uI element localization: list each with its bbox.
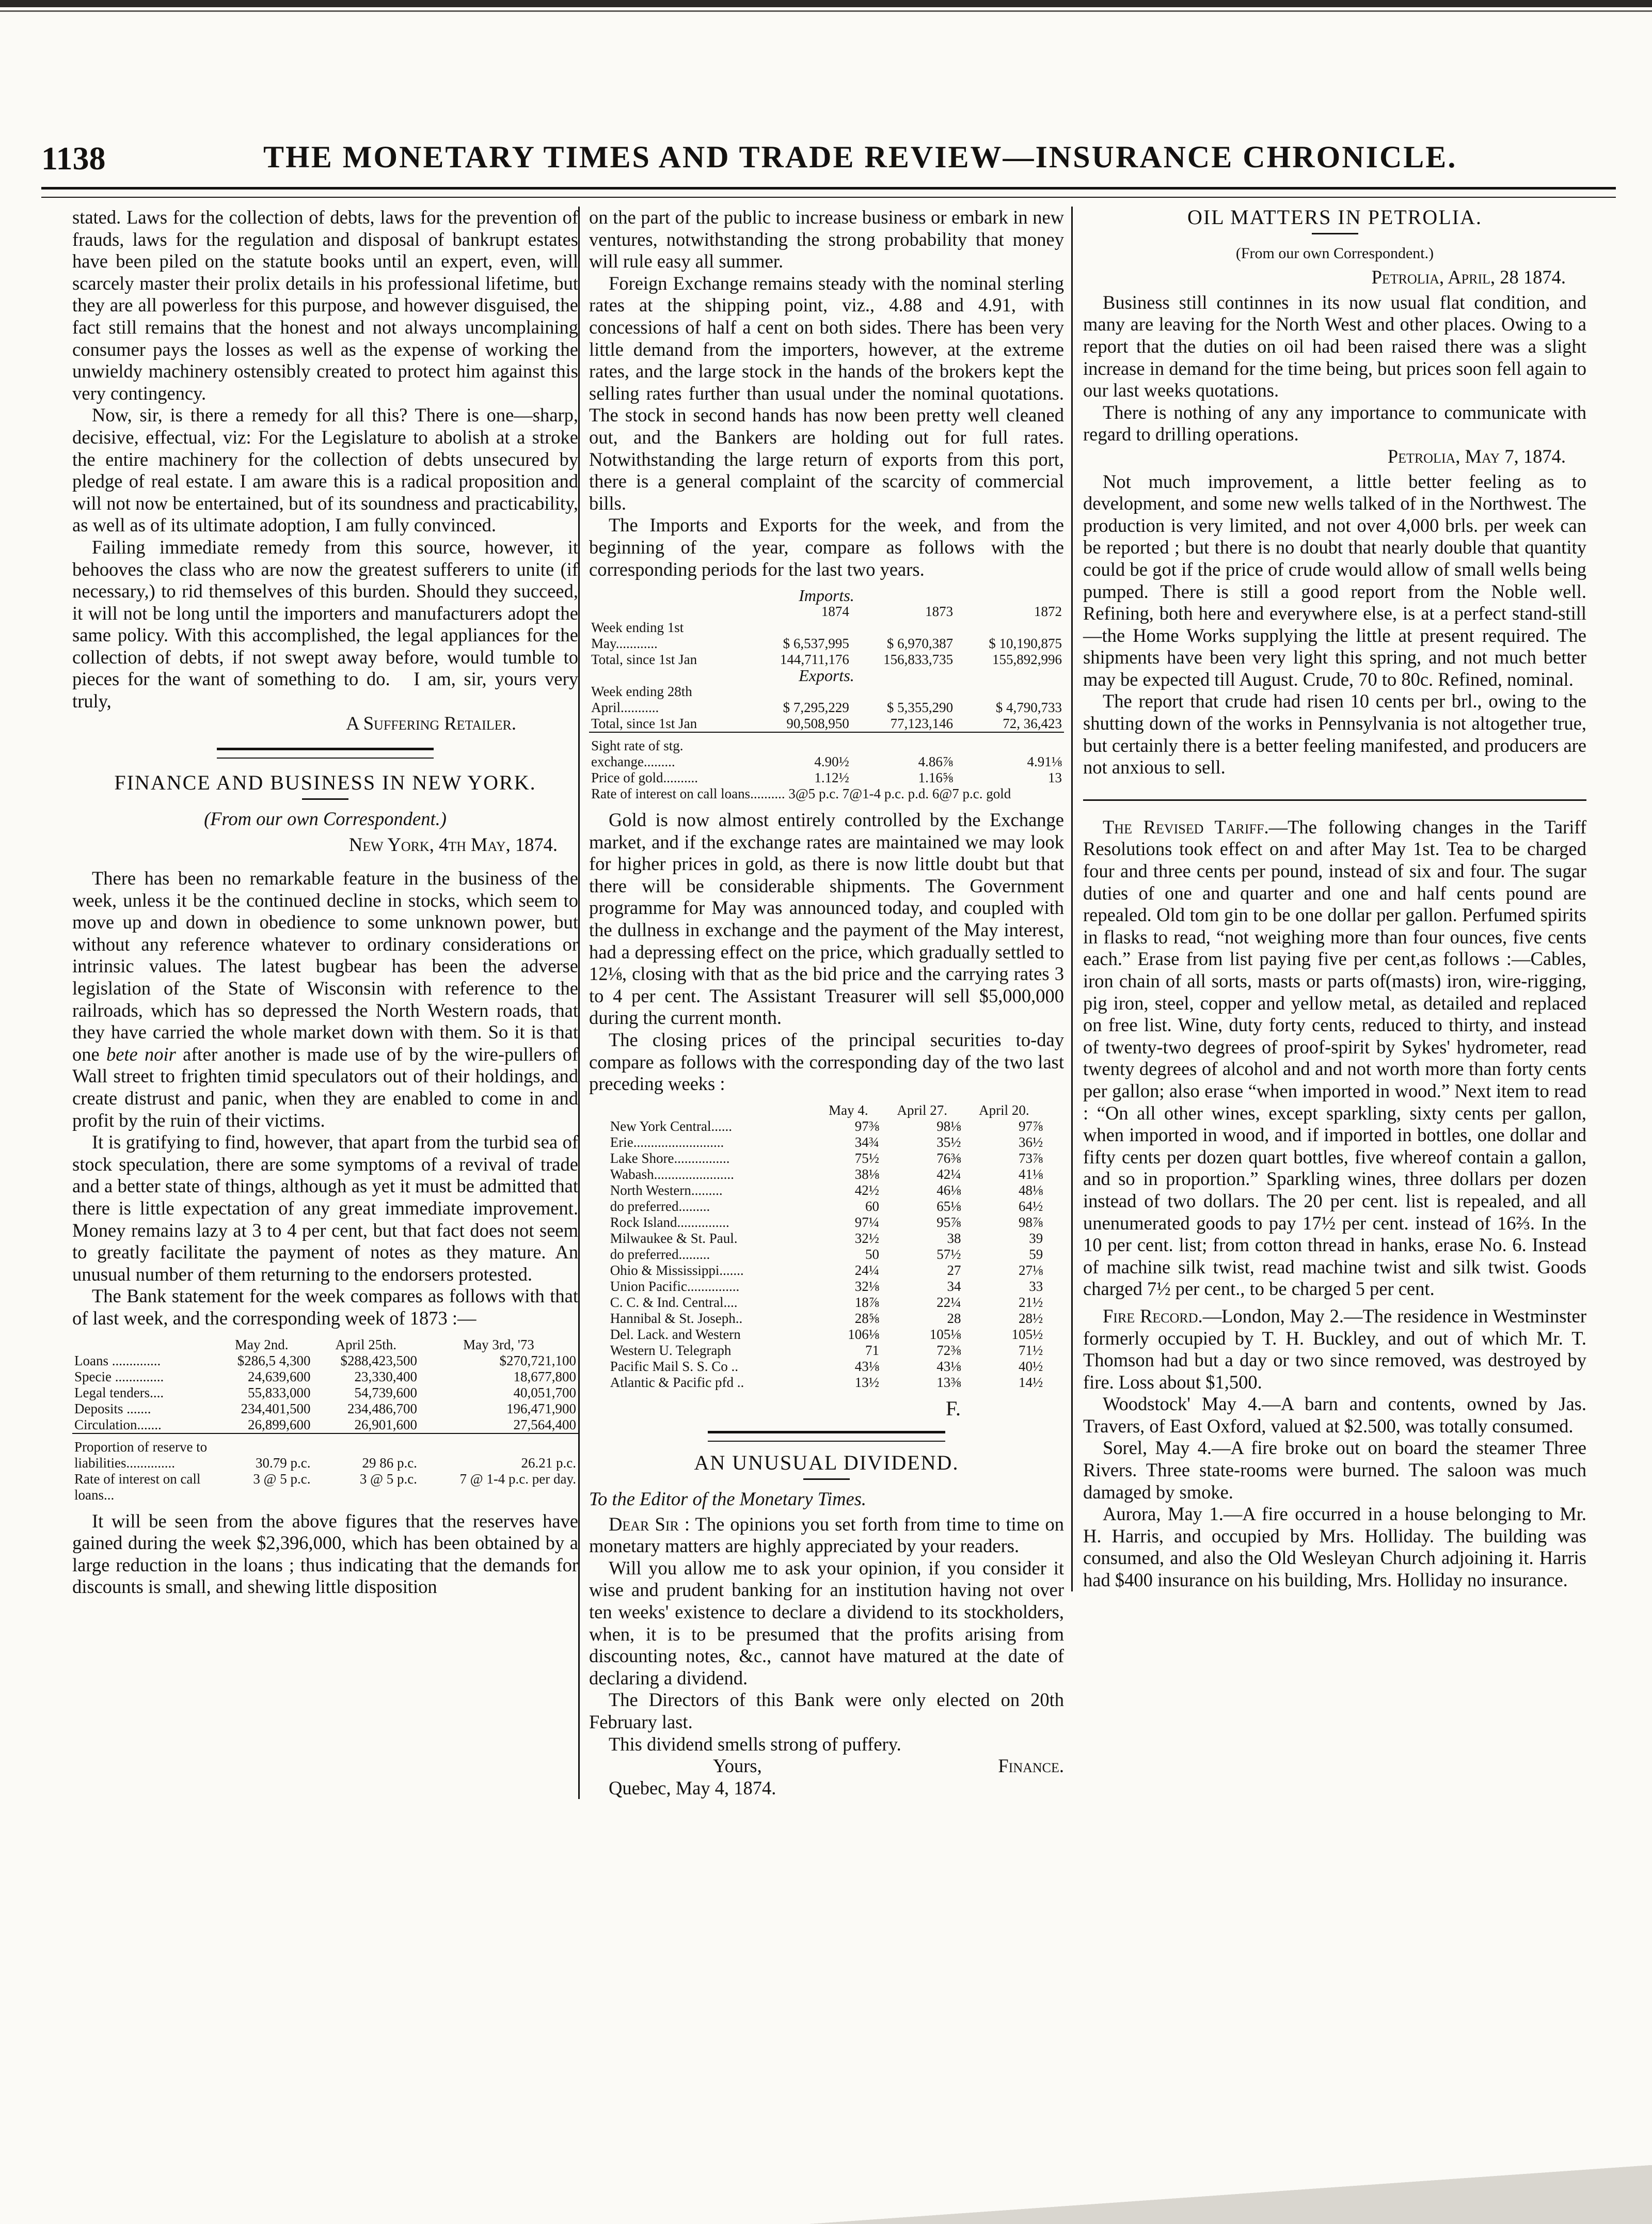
article-title: AN UNUSUAL DIVIDEND.	[694, 1451, 959, 1475]
column-3	[1071, 207, 1586, 1591]
paragraph: on the part of the public to increase business or embark in new ventures, notwithstanding the strong probability that money will rule easy all summer.	[589, 207, 1064, 272]
correspondent-line: (From our own Correspondent.)	[1235, 244, 1434, 262]
bank-statement-table: May 2nd. April 25th. May 3rd, '73 Loans .............. $286,5 4,300 $288,423,500 $270,721,100 Specie .............. 24,639,600 23,330,400 18,677,800 Legal tenders.... 55,833,000 54,739,600 40,051,700 Deposits ....... 234,401,500 234,486,700 196,471,900 Circulation....... 26,899,600 26,901,600 27,564,400 Proportion of reserve to liabilities.............. 30.79 p.c. 29 86 p.c. 26.21 p.c. Rate of interest on call loans... 3 @ 5 p.c. 3 @ 5 p.c. 7 @ 1-4 p.c. per day.	[72, 1337, 578, 1503]
table-row: Atlantic & Pacific pfd .. 13½ 13⅜ 14½	[610, 1374, 1043, 1390]
paragraph: Not much improvement, a little better feeling as to development, and some new wells talked of in the Northwest. The production is very limited, and not over 4,000 brls. per week can be reported ; but there is no doubt that nearly double that quantity could be got if the price of crude would allow of small wells being pumped. There is still a good report from the Noble well. Refining, both here and everywhere else, is at a perfect stand-still—the Home Works supplying the little at present required. The shipments have been very light this spring, and not much better may be expected till August. Crude, 70 to 80c. Refined, nominal.	[1083, 470, 1586, 690]
table-row: Total, since 1st Jan 144,711,176 156,833,735 155,892,996	[591, 652, 1062, 668]
signature-line: Yours, Finance.	[713, 1755, 1064, 1777]
paragraph: Gold is now almost entirely controlled by the Exchange market, and if the exchange rates are maintained we may look for higher prices in gold, as there is now little doubt but that there will be considerable shipments. The Government programme for May was announced today, and coupled with the dullness in exchange and the payment of the May interest, had a depressing effect on the price, which gradually settled to 12⅛, closing with that as the bid price and the carrying rates 3 to 4 per cent. The Assistant Treasurer will sell $5,000,000 during the current month.	[589, 809, 1064, 1029]
exports-caption: Exports.	[799, 666, 854, 685]
page-edge-shadow	[0, 2143, 1652, 2224]
paragraph: The Directors of this Bank were only elected on 20th February last.	[589, 1689, 1064, 1732]
table-row: Total, since 1st Jan 90,508,950 77,123,146 72, 36,423	[591, 716, 1062, 732]
paragraph: The closing prices of the principal securities to-day compare as follows with the corresponding day of the two last preceding weeks :	[589, 1029, 1064, 1095]
imports-caption: Imports.	[799, 586, 854, 605]
table-row: New York Central...... 97⅜ 98⅛ 97⅞	[610, 1118, 1043, 1134]
table-row: Western U. Telegraph 71 72⅜ 71½	[610, 1342, 1043, 1358]
table-row: Specie .............. 24,639,600 23,330,400 18,677,800	[74, 1368, 576, 1384]
table-row: Union Pacific............... 32⅛ 34 33	[610, 1278, 1043, 1294]
stock-prices-table: May 4. April 27. April 20. New York Central...... 97⅜ 98⅛ 97⅞ Erie.......................... 34¾ 35½ 36½ Lake Shore................ 75½ 76⅜ 73⅞ Wabash....................... 38⅛ 42¼ 41⅛ North Western......... 42½ 46⅛ 48⅛ do preferred......... 60 65⅛ 64½ Rock Island............... 97¼ 95⅞ 98⅞ Milwaukee & St. Paul. 32½ 38 39 do preferred......... 50 57½ 59 Ohio & Mississippi....... 24¼ 27 27⅛ Union Pacific............... 32⅛ 34 33 C. C. & Ind. Central.... 18⅞ 22¼ 21½ Hannibal & St. Joseph.. 28⅝ 28 28½ Del. Lack. and Western 106⅛ 105⅛ 105½ Western U. Telegraph 71 72⅜ 71½ Pacific Mail S. S. Co .. 43⅛ 43⅛ 40½ Atlantic & Pacific pfd .. 13½ 13⅜ 14½	[608, 1102, 1045, 1391]
paragraph: The Revised Tariff.—The following changes in the Tariff Resolutions took effect on and after May 1st. Tea to be charged four and three cents per pound, instead of six and four. The sugar duties of one and quarter and one and half cents pound are repealed. Old tom gin to be one dollar per gallon. Perfumed spirits in flasks to read, “not weighing more than four ounces, five cents each.” Erase from list paying five per cent,as follows :—Cables, iron chain of all sorts, masts or parts of(masts) iron, wire-rigging, pig iron, steel, copper and yellow metal, as detailed and replaced on free list. Wine, duty forty cents, reduced to thirty, and instead of twenty-two degrees of proof-spirit by Sykes' hydrometer, read twenty degrees of alcohol and and not worth more than forty cents per gallon; also erase “when imported in wood.” Next item to read : “On all other wines, except sparkling, sixty cents per gallon, when imported in wood, and if imported in bottles, one dollar and fifty cents per dozen quart bottles, five whereof contain a gallon, and so in proportion.” Sparkling wines, three dollars per dozen instead of two dollars. The 20 per cent. list is repealed, and all unenumerated goods to pay 17½ per cent. instead of 16⅔. In the 10 per cent. list; from cotton thread in hanks, erase No. 6. Instead of machine silk twist, read machine twist and silk twist. Goods charged 7½ per cent., to be charged 5 per cent.	[1083, 816, 1586, 1300]
paragraph: Woodstock' May 4.—A barn and contents, owned by Jas. Travers, of East Oxford, valued at $2.500, was totally consumed.	[1083, 1393, 1586, 1437]
article-title: OIL MATTERS IN PETROLIA.	[1187, 206, 1482, 229]
paragraph: stated. Laws for the collection of debts, laws for the prevention of frauds, laws for the regulation and disposal of bankrupt estates have been piled on the statute books until an expert, even, will scarcely master their prolix details in his professional lifetime, but they are all powerless for this purpose, and however disguised, the fact still remains that the honest and not always uncomplaining consumer pays the losses as well as the expense of working the unwieldy machinery ostensibly created to protect him against this very contingency.	[72, 207, 578, 404]
paragraph: Failing immediate remedy from this source, however, it behooves the class who are now the greatest sufferers to unite (if necessary,) to rid themselves of this burden. Should they succeed, it will not be long until the importers and manufacturers adopt the same policy. With this accomplished, the legal appliances for the collection of debts, if not swept away before, would tumble to pieces for the want of something to do. I am, sir, yours very truly,	[72, 536, 579, 712]
column-2	[578, 207, 1064, 1799]
masthead-title: THE MONETARY TIMES AND TRADE REVIEW—INSURANCE CHRONICLE.	[263, 140, 1457, 174]
table-row: Rock Island............... 97¼ 95⅞ 98⅞	[610, 1214, 1043, 1230]
header-rule	[41, 187, 1616, 198]
title-rule	[302, 798, 348, 800]
page-number: 1138	[41, 140, 106, 177]
title-rule	[803, 1478, 850, 1480]
paragraph: This dividend smells strong of puffery.	[609, 1733, 901, 1755]
table-row: Proportion of reserve to liabilities.............. 30.79 p.c. 29 86 p.c. 26.21 p.c.	[74, 1439, 576, 1471]
salutation: To the Editor of the Monetary Times.	[589, 1488, 867, 1509]
paragraph: Now, sir, is there a remedy for all this? There is one—sharp, decisive, effectual, viz: For the Legislature to abolish at a stroke the entire machinery for the collection of debts unsecured by pledge of real estate. I am aware this is a radical proposition and will not now be entertained, but of its soundness and practicability, as well as of its ultimate adoption, I am fully convinced.	[72, 404, 578, 536]
section-divider	[1083, 799, 1586, 801]
paragraph: Sorel, May 4.—A fire broke out on board the steamer Three Rivers. Three state-rooms were burned. The saloon was much damaged by smoke.	[1083, 1437, 1586, 1503]
table-row: Ohio & Mississippi....... 24¼ 27 27⅛	[610, 1262, 1043, 1278]
table-row: Rate of interest on call loans.......... 3@5 p.c. 7@1-4 p.c. p.d. 6@7 p.c. gold	[591, 786, 1011, 802]
paragraph: Dear Sir : The opinions you set forth from time to time on monetary matters are highly appreciated by your readers.	[589, 1513, 1064, 1557]
paragraph: The Bank statement for the week compares as follows with that of last week, and the corresponding week of 1873 :—	[72, 1285, 578, 1329]
table-row: North Western......... 42½ 46⅛ 48⅛	[610, 1182, 1043, 1198]
table-row: Week ending 28th April........... $ 7,295,229 $ 5,355,290 $ 4,790,733	[591, 684, 1062, 716]
table-row: Pacific Mail S. S. Co .. 43⅛ 43⅛ 40½	[610, 1358, 1043, 1374]
column-1	[72, 207, 578, 1598]
table-row: Sight rate of stg. exchange......... 4.90½ 4.86⅞ 4.91⅛	[591, 738, 1062, 770]
table-row: C. C. & Ind. Central.... 18⅞ 22¼ 21½	[610, 1294, 1043, 1310]
table-row: Milwaukee & St. Paul. 32½ 38 39	[610, 1230, 1043, 1246]
paragraph: The Imports and Exports for the week, and from the beginning of the year, compare as follows with the corresponding periods for the last two years.	[589, 514, 1064, 580]
dateline: Petrolia, April, 28 1874.	[1371, 266, 1566, 288]
top-border	[0, 0, 1652, 13]
correspondent-line: (From our own Correspondent.)	[204, 808, 447, 829]
paragraph: Fire Record.—London, May 2.—The residence in Westminster formerly occupied by T. H. Buckley, and out of which Mr. T. Thomson had but a day or two since removed, was destroyed by fire. Loss about $1,500.	[1083, 1305, 1586, 1393]
paragraph: It will be seen from the above figures that the reserves have gained during the week $2,396,000, which has been obtained by a large reduction in the loans ; thus indicating that the demands for discounts is small, and shewing little disposition	[72, 1510, 578, 1598]
table-row: Hannibal & St. Joseph.. 28⅝ 28 28½	[610, 1310, 1043, 1326]
article-title: FINANCE AND BUSINESS IN NEW YORK.	[114, 771, 536, 795]
page-header	[41, 139, 1457, 186]
paragraph: Will you allow me to ask your opinion, if you consider it wise and prudent banking for an institution having not over ten weeks' existence to declare a dividend to its stockholders, when, it is to be presumed that the profits arising from discounting notes, &c., cannot have matured at the date of declaring a dividend.	[589, 1557, 1064, 1689]
paragraph: Aurora, May 1.—A fire occurred in a house belonging to Mr. H. Harris, and occupied by Mrs. Holliday. The building was consumed, and also the Old Wesleyan Church adjoining it. Harris had $400 insurance on his building, Mrs. Holliday no insurance.	[1083, 1503, 1586, 1591]
title-rule	[1312, 233, 1358, 234]
section-divider	[708, 1431, 945, 1442]
dateline: Quebec, May 4, 1874.	[609, 1777, 776, 1799]
section-divider	[217, 748, 434, 759]
table-row: Rate of interest on call loans... 3 @ 5 p.c. 3 @ 5 p.c. 7 @ 1-4 p.c. per day.	[74, 1471, 576, 1503]
table-row: do preferred......... 50 57½ 59	[610, 1246, 1043, 1262]
table-row: Week ending 1st May............ $ 6,537,995 $ 6,970,387 $ 10,190,875	[591, 620, 1062, 652]
dateline: New York, 4th May, 1874.	[348, 834, 558, 856]
table-row: do preferred......... 60 65⅛ 64½	[610, 1198, 1043, 1214]
paragraph: It is gratifying to find, however, that apart from the turbid sea of stock speculation, there are some symptoms of a revival of trade and a better state of things, although as yet it must be admitted that there is little expectation of any great immediate improvement. Money remains lazy at 3 to 4 per cent, but that fact does not seem to greatly facilitate the payment of notes as they mature. An unusual number of them returning to the endorsers protested.	[72, 1131, 578, 1285]
table-row: Lake Shore................ 75½ 76⅜ 73⅞	[610, 1150, 1043, 1166]
dateline: Petrolia, May 7, 1874.	[1387, 445, 1566, 467]
paragraph: There has been no remarkable feature in the business of the week, unless it be the continued decline in stocks, which seem to move up and down in obedience to some unknown power, but without any reference whatever to ordinary considerations or intrinsic values. The latest bugbear has been the adverse legislation of the State of Wisconsin with reference to the railroads, which has so depressed the North Western roads, that they have carried the whole market down with them. So it is that one bete noir after another is made use of by the wire-pullers of Wall street to frighten timid speculators out of their holdings, and create distrust and panic, when they are enabled to come in and profit by the ruin of their victims.	[72, 867, 579, 1131]
table-row: Wabash....................... 38⅛ 42¼ 41⅛	[610, 1166, 1043, 1182]
paragraph: Business still continnes in its now usual flat condition, and many are leaving for the North West and other places. Owing to a report that the duties on oil had been raised there was a slight increase in demand for the time being, but prices soon fell again to our last weeks quotations.	[1083, 291, 1586, 401]
signoff: F.	[945, 1396, 961, 1420]
paragraph: Foreign Exchange remains steady with the nominal sterling rates at the shipping point, viz., 4.88 and 4.91, with concessions of half a cent on both sides. There has been very little demand from the importers, however, at the extreme rates, and the large stock in the hands of the brokers kept the selling rates further than usual under the nominal quotations. The stock in second hands has now been pretty well cleaned out, and the Bankers are holding out for full rates. Notwithstanding the large return of exports from this port, there is a general complaint of the scarcity of commercial bills.	[589, 272, 1064, 514]
table-row: Circulation....... 26,899,600 26,901,600 27,564,400	[74, 1416, 576, 1432]
signature: A Suffering Retailer.	[346, 712, 516, 734]
trade-table: Imports. 1874 1873 1872 Week ending 1st May............ $ 6,537,995 $ 6,970,387 $ 10,190,875 Total, since 1st Jan 144,711,176 156,833,735 155,892,996 Exports. Week ending 28th April........... $ 7,295,229 $ 5,355,290 $ 4,790,733 Total, since 1st Jan 90,508,950 77,123,146 72, 36,423 Sight rate of stg. exchange......... 4.90½ 4.86⅞ 4.91⅛ Price of gold.......... 1.12½ 1.16⅝ 13 Rate of interest on call loans.......... 3@5 p.c. 7@1-4 p.c. p.d. 6@7 p.c. gold	[589, 588, 1064, 802]
paragraph: The report that crude had risen 10 cents per brl., owing to the shutting down of the works in Pennsylvania is not altogether true, but certainly there is a better feeling manifested, and producers are not anxious to sell.	[1083, 690, 1586, 778]
table-row: Deposits ....... 234,401,500 234,486,700 196,471,900	[74, 1400, 576, 1416]
table-row: Legal tenders.... 55,833,000 54,739,600 40,051,700	[74, 1384, 576, 1400]
table-row: Price of gold.......... 1.12½ 1.16⅝ 13	[591, 770, 1062, 786]
table-row: Erie.......................... 34¾ 35½ 36½	[610, 1134, 1043, 1150]
paragraph: There is nothing of any any importance to communicate with regard to drilling operations.	[1083, 401, 1586, 445]
table-row: Loans .............. $286,5 4,300 $288,423,500 $270,721,100	[74, 1352, 576, 1368]
table-row: Del. Lack. and Western 106⅛ 105⅛ 105½	[610, 1326, 1043, 1342]
